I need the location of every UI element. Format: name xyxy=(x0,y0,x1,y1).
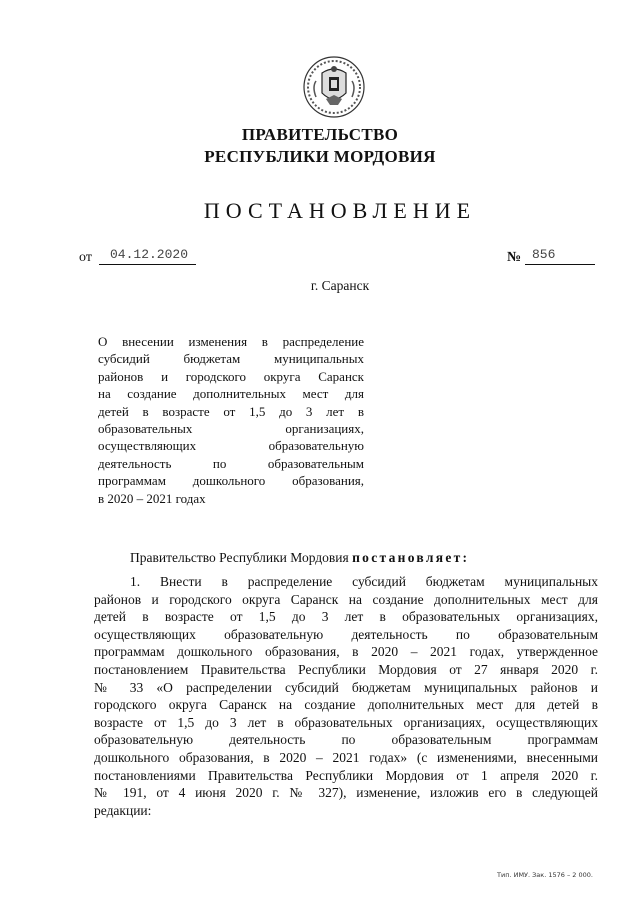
body-line: постановлениями Правительства Республики Мордовия от 1 апреля 2020 г. xyxy=(94,767,598,783)
coat-of-arms-icon xyxy=(302,55,366,119)
subject-line: субсидий бюджетам муниципальных xyxy=(98,351,364,367)
date-label: от xyxy=(79,250,92,265)
date-value: 04.12.2020 xyxy=(110,247,189,262)
subject-line: на создание дополнительных мест для xyxy=(98,386,364,402)
org-name-line1: ПРАВИТЕЛЬСТВО xyxy=(241,125,399,144)
subject-block xyxy=(98,333,364,507)
body-line: осуществляющих образовательную деятельность по образовательным xyxy=(94,626,598,642)
body-text xyxy=(94,573,598,819)
number-underline xyxy=(525,264,595,265)
number-value: 856 xyxy=(532,247,556,262)
body-line: городского округа Саранск на создание дополнительных мест для детей в xyxy=(94,697,598,713)
subject-line: районов и городского округа Саранск xyxy=(98,368,364,384)
number-label: № xyxy=(507,250,522,265)
print-info: Тип. ИМУ. Зак. 1576 – 2 000. xyxy=(497,871,593,879)
subject-line: в 2020 – 2021 годах xyxy=(98,490,206,506)
body-line: программам дошкольного образования, в 2020 – 2021 годах, утвержденное xyxy=(94,644,598,660)
body-line: № 33 «О распределении субсидий бюджетам муниципальных районов и xyxy=(94,679,598,695)
body-line: возрасте от 1,5 до 3 лет в образовательных организациях, осуществляющих xyxy=(94,714,598,730)
body-line: детей в возрасте от 1,5 до 3 лет в образовательных организациях, xyxy=(94,609,598,625)
subject-line: программам дошкольного образования, xyxy=(98,473,364,489)
decree-verb: постановляет: xyxy=(352,550,470,565)
city: г. Саранск xyxy=(310,278,370,293)
body-line: редакции: xyxy=(94,802,152,818)
body-line: № 191, от 4 июня 2020 г. № 327), изменение, изложив его в следующей xyxy=(94,785,598,801)
subject-line: деятельность по образовательным xyxy=(98,455,364,471)
body-line: районов и городского округа Саранск на создание дополнительных мест для xyxy=(94,591,598,607)
org-name-line2: РЕСПУБЛИКИ МОРДОВИЯ xyxy=(204,147,436,166)
subject-line: образовательных организациях, xyxy=(98,421,364,437)
decree-intro-text: Правительство Республики Мордовия xyxy=(130,550,349,565)
document-type: ПОСТАНОВЛЕНИЕ xyxy=(203,198,477,223)
subject-line: О внесении изменения в распределение xyxy=(98,334,364,349)
date-underline xyxy=(99,264,196,265)
subject-line: осуществляющих образовательную xyxy=(98,438,364,454)
subject-line: детей в возрасте от 1,5 до 3 лет в xyxy=(98,403,364,419)
body-line: дошкольного образования, в 2020 – 2021 годах» (с изменениями, внесенными xyxy=(94,749,598,765)
body-line: постановлением Правительства Республики Мордовия от 27 января 2020 г. xyxy=(94,661,598,677)
decree-intro xyxy=(130,550,469,566)
body-line: образовательную деятельность по образовательным программам xyxy=(94,732,598,748)
body-line: 1. Внести в распределение субсидий бюджетам муниципальных xyxy=(130,574,598,589)
